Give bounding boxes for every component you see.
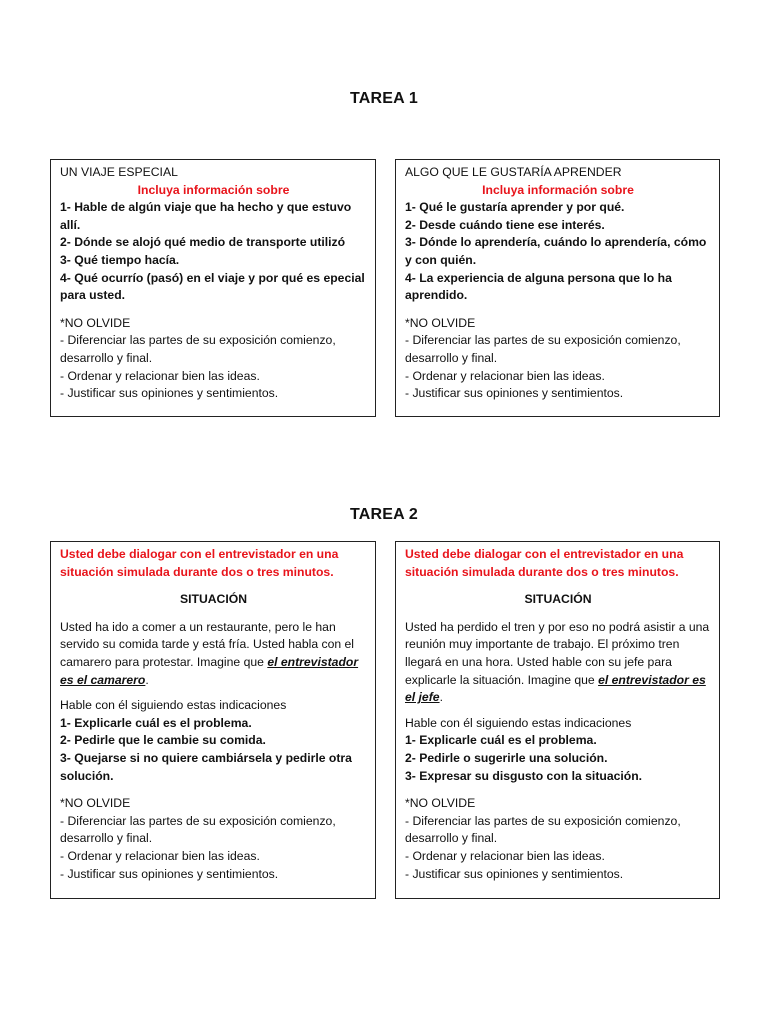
situation-text [60,619,367,689]
situation-end: . [145,672,149,687]
card-subtitle: Incluya información sobre [137,182,290,197]
card-title: UN VIAJE ESPECIAL [60,165,178,179]
list-item: - Ordenar y relacionar bien las ideas. [60,368,260,383]
reminder-list [405,813,711,883]
list-item: 2- Pedirle o sugerirle una solución. [405,750,608,765]
situation-text [405,619,711,707]
situation-end: . [439,690,443,705]
card-intro: Usted debe dialogar con el entrevistador en una situación simulada durante dos o tres minutos. [60,547,339,579]
reminder-list [405,332,711,402]
tarea1-card-algo-que-aprender [395,159,720,417]
situation-emphasis: el entrevistador es el jefe [405,672,706,705]
tarea1-heading: TAREA 1 [349,90,419,107]
card-title: ALGO QUE LE GUSTARÍA APRENDER [405,165,622,179]
list-item: - Justificar sus opiniones y sentimientos. [405,866,624,881]
tarea1-card-viaje-especial [50,159,376,417]
list-item: 3- Expresar su disgusto con la situación. [405,768,643,783]
list-item: 2- Pedirle que le cambie su comida. [60,733,266,748]
list-item: - Diferenciar las partes de su exposición comienzo, desarrollo y final. [60,333,336,365]
list-item: 1- Explicarle cuál es el problema. [405,733,597,748]
list-item: 4- La experiencia de alguna persona que lo ha aprendido. [405,270,672,303]
list-item: - Ordenar y relacionar bien las ideas. [405,848,605,863]
reminder-list [60,813,367,883]
list-item: 1- Explicarle cuál es el problema. [60,715,252,730]
situation-body: Usted ha ido a comer a un restaurante, pero le han servido su comida tarde y está fría. Usted habla con el camarero para protestar. Imagine que [60,619,355,669]
list-item: 2- Dónde se alojó qué medio de transporte utilizó [60,235,346,250]
list-item: 2- Desde cuándo tiene ese interés. [405,217,605,232]
tarea2-card-restaurante [50,541,376,899]
list-item: - Justificar sus opiniones y sentimientos. [60,866,279,881]
reminder-title: *NO OLVIDE [60,796,131,811]
list-item: - Ordenar y relacionar bien las ideas. [405,368,605,383]
reminder-title: *NO OLVIDE [405,796,476,811]
instructions-title: Hable con él siguiendo estas indicaciones [405,715,632,730]
tarea2-card-tren [395,541,720,899]
reminder-title: *NO OLVIDE [60,315,131,330]
list-item: - Diferenciar las partes de su exposición comienzo, desarrollo y final. [405,333,681,365]
list-item: 1- Qué le gustaría aprender y por qué. [405,200,625,215]
instructions-title: Hable con él siguiendo estas indicaciones [60,698,287,713]
list-item: 3- Qué tiempo hacía. [60,252,180,267]
list-item: 3- Quejarse si no quiere cambiársela y pedirle otra solución. [60,750,352,783]
card-items [405,199,711,305]
card-subtitle: Incluya información sobre [482,182,634,197]
situation-emphasis: el entrevistador es el camarero [60,654,359,687]
list-item: - Ordenar y relacionar bien las ideas. [60,848,260,863]
list-item: - Justificar sus opiniones y sentimientos. [405,386,624,401]
tarea2-heading: TAREA 2 [349,506,419,523]
list-item: 3- Dónde lo aprendería, cuándo lo aprendería, cómo y con quién. [405,235,707,267]
card-items [60,715,367,785]
reminder-title: *NO OLVIDE [405,315,476,330]
situation-body: Usted ha perdido el tren y por eso no podrá asistir a una reunión muy importante de trabajo. El próximo tren llegará en una hora. Usted hable con su jefe para explicarle la situación. Imagine que [405,619,710,687]
card-items [60,199,367,305]
card-intro: Usted debe dialogar con el entrevistador en una situación simulada durante dos o tres minutos. [405,547,684,579]
list-item: - Diferenciar las partes de su exposición comienzo, desarrollo y final. [60,813,336,846]
list-item: - Justificar sus opiniones y sentimientos. [60,386,279,401]
list-item: 1- Hable de algún viaje que ha hecho y que estuvo allí. [60,200,352,232]
reminder-list [60,332,367,402]
list-item: - Diferenciar las partes de su exposición comienzo, desarrollo y final. [405,813,681,846]
situation-title: SITUACIÓN [179,592,248,607]
situation-title: SITUACIÓN [524,592,592,607]
card-items [405,732,711,785]
list-item: 4- Qué ocurrío (pasó) en el viaje y por qué es epecial para usted. [60,270,365,303]
